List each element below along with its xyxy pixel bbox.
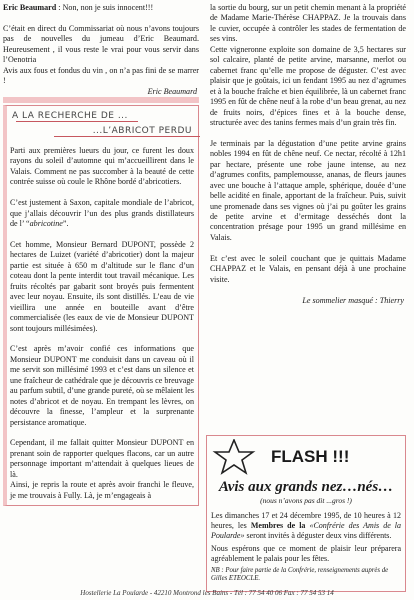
section-divider xyxy=(3,97,199,103)
intro-author-name: Eric Beaumard xyxy=(3,3,57,12)
intro-first-text: : Non, non je suis innocent!!! xyxy=(56,3,154,12)
flash-confrerie: «Confrérie des Amis de la Poularde» xyxy=(211,521,402,540)
flash-para-1 xyxy=(211,511,401,541)
article-para-5: Cependant, il me fallait quitter Monsieur DUPONT en prenant soin de rapporter quelques flacons, car un autre personnage important m’attendait à quelques lieues de là. xyxy=(10,438,194,479)
star-icon xyxy=(211,439,257,475)
flash-title: FLASH !!! xyxy=(271,447,350,466)
left-column xyxy=(3,3,199,506)
right-para-2: Cette vigneronne exploite son domaine de 3,5 hectares sur sol calcaire, planté de petite arvine, marsanne, merlot ou cabernet franc qu’elle me propose de déguster. C’est avec plaisir que je goûtais, ici un fendant 1995 au nez d’agrumes et à la bouche fraîche et bien équilibrée, là un cabernet franc 1995 en fût de chêne neuf à la robe d’un beau grenat, au nez de fruits noirs, d’épices fines et à la bouche dense, structurée avec des tanins fermes mais d’un grain très fin. xyxy=(210,44,406,127)
page-footer: Hostellerie La Poularde - 42210 Montrond les Bains - Tél : 77 54 40 06 Fax : 77 54 53 14 xyxy=(80,589,334,597)
intro-signature: Eric Beaumard xyxy=(147,86,197,96)
apricot-article xyxy=(3,105,199,506)
flash-header xyxy=(211,439,401,475)
abricotine-term: abricotine xyxy=(29,219,63,229)
heading-line-1: A LA RECHERCHE DE ... xyxy=(12,111,128,122)
article-para-2 xyxy=(10,198,194,229)
right-column xyxy=(210,3,406,306)
flash-subtitle: Avis aux grands nez…nés… xyxy=(218,479,394,495)
right-para-1: la sortie du bourg, sur un petit chemin menant à la propriété de Madame Marie-Thérèse CHAPPAZ. Je la trouvais dans le cuvier, occupée à contrôler les stades de fermentation de ses vins. xyxy=(210,3,406,44)
article-para-6: Ainsi, je repris la route et après avoir franchi le fleuve, je me trouvais à Fully. Là, je m’engageais à xyxy=(10,480,194,500)
intro-body-2: Avis aux fous et fondus du vin , on n’a pas fini de se marrer ! xyxy=(3,65,199,86)
heading-line-2: ...L’ABRICOT PERDU xyxy=(92,126,192,137)
article-heading xyxy=(10,110,194,144)
article-para-2a: C’est justement à Saxon, capitale mondiale de l’abricot, que j’allais découvrir l’un des plus grands distillateurs de l’ “ xyxy=(10,198,194,229)
heading-underline-1 xyxy=(16,121,138,122)
right-para-3: Je terminais par la dégustation d’une petite arvine grains nobles 1994 en fût de chêne neuf. Ce nectar, récolté à 12h1 par hectare, présente une robe jaune intense, au nez d’agrumes confits, pamplemousse, ananas, de fleurs jaunes avec une bouche à l’attaque ample, sphérique, douée d’une belle acidité en finale, apportant de la fraîcheur. Puis, suivit une promenade dans ses vignes où j’ai pu goûter les grains de petite arvine et d’ermitage desséchés dont la concentration présage pour 1995 un grand millésime en Valais. xyxy=(210,138,406,242)
article-para-4: C’est après m’avoir confié ces informations que Monsieur DUPONT me conduisit dans un caveau où il me servit son millésimé 1993 et c’est dans un silence et une fraîcheur de cathédrale que je découvris ce breuvage au parfum subtil, d’une grande pureté, où se mêlaient les notes d’abricot et de noyau. En trempant les lèvres, on découvre la finesse, l’ampleur et la surprenante persistance aromatique. xyxy=(10,344,194,427)
article-para-2b: ”. xyxy=(62,219,69,229)
intro-first-paragraph xyxy=(3,3,199,13)
article-para-3: Cet homme, Monsieur Bernard DUPONT, possède 2 hectares de Luizet (variété d’abricotier) dont la majeur partie est située à 650 m d’altitude sur le flanc d’un coteau dont la pente interdit tout travail mécanique. Les fruits récoltés par gabarit sont broyés puis fermentent avec leur noyau. Ensuite, ils sont distillés. L’eau de vie vieillira une année en bouteille avant d’être commercialisée (les eaux de vie de Monsieur DUPONT sont toujours millésimées). xyxy=(10,239,194,333)
heading-underline-2 xyxy=(54,136,200,137)
intro-body: C’était en direct du Commissariat où nous n’avons toujours pas de nouvelles du jumeau d’Eric Beaumard. Heureusement , il vous reste le vrai pour vous servir dans l’Oenotria xyxy=(3,23,199,65)
flash-para-1d: seront invités à déguster deux vins différents. xyxy=(244,531,392,540)
flash-box xyxy=(206,435,406,592)
flash-para-1a: Les dimanches 17 et 24 décembre 1995, de 10 heures à 12 heures, les xyxy=(211,511,401,530)
right-signature: Le sommelier masqué : Thierry xyxy=(302,295,404,305)
right-para-4: Et c’est avec le soleil couchant que je quittais Madame CHAPPAZ et le Valais, en pensant déjà à une prochaine visite. xyxy=(210,253,406,284)
flash-nb: NB : Pour faire partie de la Confrérie, renseignements auprès de Gilles ETEOCLE. xyxy=(211,567,389,583)
article-para-1: Parti aux premières lueurs du jour, ce furent les doux rayons du soleil d’automne qui m’accueillirent dans le Valais. Comment ne pas succomber à la beauté de cette contrée suisse où coule le Rhône bordé d’abricotiers. xyxy=(10,146,194,187)
flash-members: Membres de la xyxy=(250,521,310,530)
flash-subsubtitle: (nous n’avons pas dit ...gros !) xyxy=(260,496,352,505)
flash-para-2: Nous espérons que ce moment de plaisir leur préparera agréablement le palais pour les fêtes. xyxy=(211,544,401,563)
